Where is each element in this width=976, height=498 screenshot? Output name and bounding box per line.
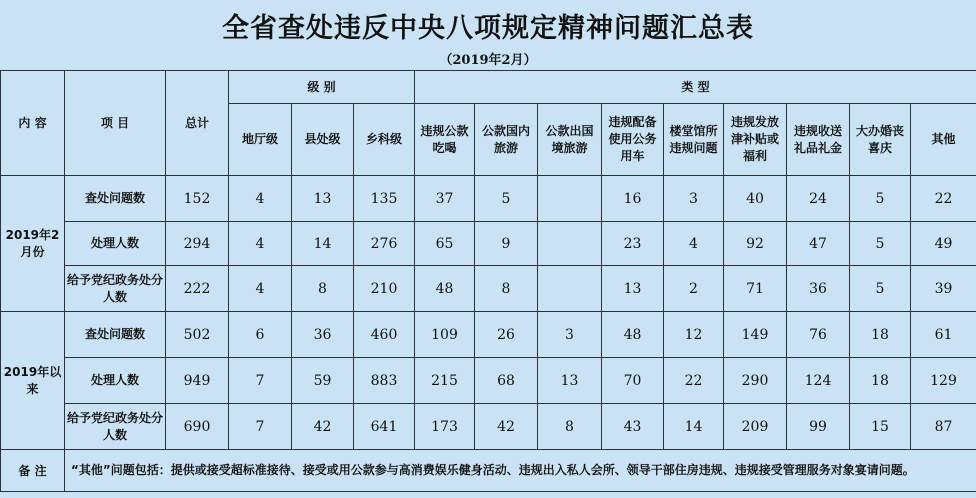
cell: 4 xyxy=(229,266,292,312)
cell: 49 xyxy=(911,222,976,266)
header-type: 楼堂馆所违规问题 xyxy=(664,104,724,176)
cell: 92 xyxy=(724,222,787,266)
cell: 39 xyxy=(911,266,976,312)
header-level: 乡科级 xyxy=(354,104,415,176)
cell: 3 xyxy=(664,176,724,222)
cell: 61 xyxy=(911,312,976,358)
cell: 135 xyxy=(354,176,415,222)
row-item-label: 查处问题数 xyxy=(65,176,166,222)
cell: 6 xyxy=(229,312,292,358)
cell: 215 xyxy=(415,358,475,404)
cell: 109 xyxy=(415,312,475,358)
header-type: 违规公款吃喝 xyxy=(415,104,475,176)
cell: 124 xyxy=(787,358,850,404)
table-row xyxy=(1,312,976,358)
cell: 149 xyxy=(724,312,787,358)
header-type: 大办婚丧喜庆 xyxy=(850,104,911,176)
cell: 3 xyxy=(538,312,602,358)
period-label: 2019年以来 xyxy=(1,312,65,450)
cell: 22 xyxy=(911,176,976,222)
header-total: 总计 xyxy=(166,71,229,176)
row-item-label: 处理人数 xyxy=(65,222,166,266)
header-type: 公款出国境旅游 xyxy=(538,104,602,176)
cell: 4 xyxy=(229,222,292,266)
table-title: 全省查处违反中央八项规定精神问题汇总表 xyxy=(222,13,754,44)
header-type: 公款国内旅游 xyxy=(475,104,538,176)
table-subtitle: （2019年2月） xyxy=(439,53,537,68)
cell: 641 xyxy=(354,404,415,450)
cell: 502 xyxy=(166,312,229,358)
cell: 14 xyxy=(292,222,354,266)
header-content: 内 容 xyxy=(1,71,65,176)
period-label: 2019年2月份 xyxy=(1,176,65,312)
cell: 294 xyxy=(166,222,229,266)
header-type: 违规发放津补贴或福利 xyxy=(724,104,787,176)
cell: 210 xyxy=(354,266,415,312)
cell: 222 xyxy=(166,266,229,312)
header-type-group: 类 型 xyxy=(415,71,976,104)
cell: 276 xyxy=(354,222,415,266)
cell: 16 xyxy=(602,176,664,222)
cell: 690 xyxy=(166,404,229,450)
cell: 36 xyxy=(787,266,850,312)
cell: 5 xyxy=(475,176,538,222)
cell: 65 xyxy=(415,222,475,266)
cell: 13 xyxy=(292,176,354,222)
cell xyxy=(538,222,602,266)
cell: 7 xyxy=(229,404,292,450)
cell: 209 xyxy=(724,404,787,450)
cell: 5 xyxy=(850,176,911,222)
row-item-label: 给予党纪政务处分人数 xyxy=(65,404,166,450)
cell: 13 xyxy=(538,358,602,404)
cell: 4 xyxy=(664,222,724,266)
cell: 173 xyxy=(415,404,475,450)
cell: 47 xyxy=(787,222,850,266)
cell: 129 xyxy=(911,358,976,404)
note-label: 备 注 xyxy=(1,450,65,492)
header-type: 违规收送礼品礼金 xyxy=(787,104,850,176)
header-item: 项 目 xyxy=(65,71,166,176)
cell: 99 xyxy=(787,404,850,450)
header-row-1 xyxy=(1,71,976,104)
header-type: 违规配备使用公务用车 xyxy=(602,104,664,176)
header-level: 地厅级 xyxy=(229,104,292,176)
cell: 9 xyxy=(475,222,538,266)
cell: 36 xyxy=(292,312,354,358)
table-row xyxy=(1,358,976,404)
cell: 42 xyxy=(292,404,354,450)
cell: 48 xyxy=(602,312,664,358)
summary-table xyxy=(0,70,976,492)
table-row xyxy=(1,222,976,266)
cell: 883 xyxy=(354,358,415,404)
cell: 37 xyxy=(415,176,475,222)
cell: 14 xyxy=(664,404,724,450)
cell: 18 xyxy=(850,312,911,358)
table-row xyxy=(1,266,976,312)
cell: 12 xyxy=(664,312,724,358)
cell: 23 xyxy=(602,222,664,266)
cell: 2 xyxy=(664,266,724,312)
cell: 15 xyxy=(850,404,911,450)
cell: 8 xyxy=(475,266,538,312)
cell: 87 xyxy=(911,404,976,450)
cell: 40 xyxy=(724,176,787,222)
cell: 43 xyxy=(602,404,664,450)
cell: 24 xyxy=(787,176,850,222)
cell: 18 xyxy=(850,358,911,404)
cell: 7 xyxy=(229,358,292,404)
cell: 8 xyxy=(292,266,354,312)
row-item-label: 给予党纪政务处分人数 xyxy=(65,266,166,312)
cell: 4 xyxy=(229,176,292,222)
table-row xyxy=(1,404,976,450)
cell: 68 xyxy=(475,358,538,404)
header-level-group: 级 别 xyxy=(229,71,415,104)
cell: 949 xyxy=(166,358,229,404)
cell: 460 xyxy=(354,312,415,358)
cell xyxy=(538,266,602,312)
cell: 59 xyxy=(292,358,354,404)
cell: 5 xyxy=(850,222,911,266)
cell xyxy=(538,176,602,222)
cell: 5 xyxy=(850,266,911,312)
note-text: “其他”问题包括：提供或接受超标准接待、接受或用公款参与高消费娱乐健身活动、违规出入私人会所、领导干部住房违规、违规接受管理服务对象宴请问题。 xyxy=(65,450,976,492)
cell: 152 xyxy=(166,176,229,222)
cell: 71 xyxy=(724,266,787,312)
cell: 8 xyxy=(538,404,602,450)
cell: 70 xyxy=(602,358,664,404)
cell: 290 xyxy=(724,358,787,404)
cell: 22 xyxy=(664,358,724,404)
cell: 26 xyxy=(475,312,538,358)
cell: 42 xyxy=(475,404,538,450)
row-item-label: 处理人数 xyxy=(65,358,166,404)
cell: 76 xyxy=(787,312,850,358)
row-item-label: 查处问题数 xyxy=(65,312,166,358)
table-row xyxy=(1,176,976,222)
note-row xyxy=(1,450,976,492)
cell: 48 xyxy=(415,266,475,312)
header-level: 县处级 xyxy=(292,104,354,176)
cell: 13 xyxy=(602,266,664,312)
header-type: 其他 xyxy=(911,104,976,176)
